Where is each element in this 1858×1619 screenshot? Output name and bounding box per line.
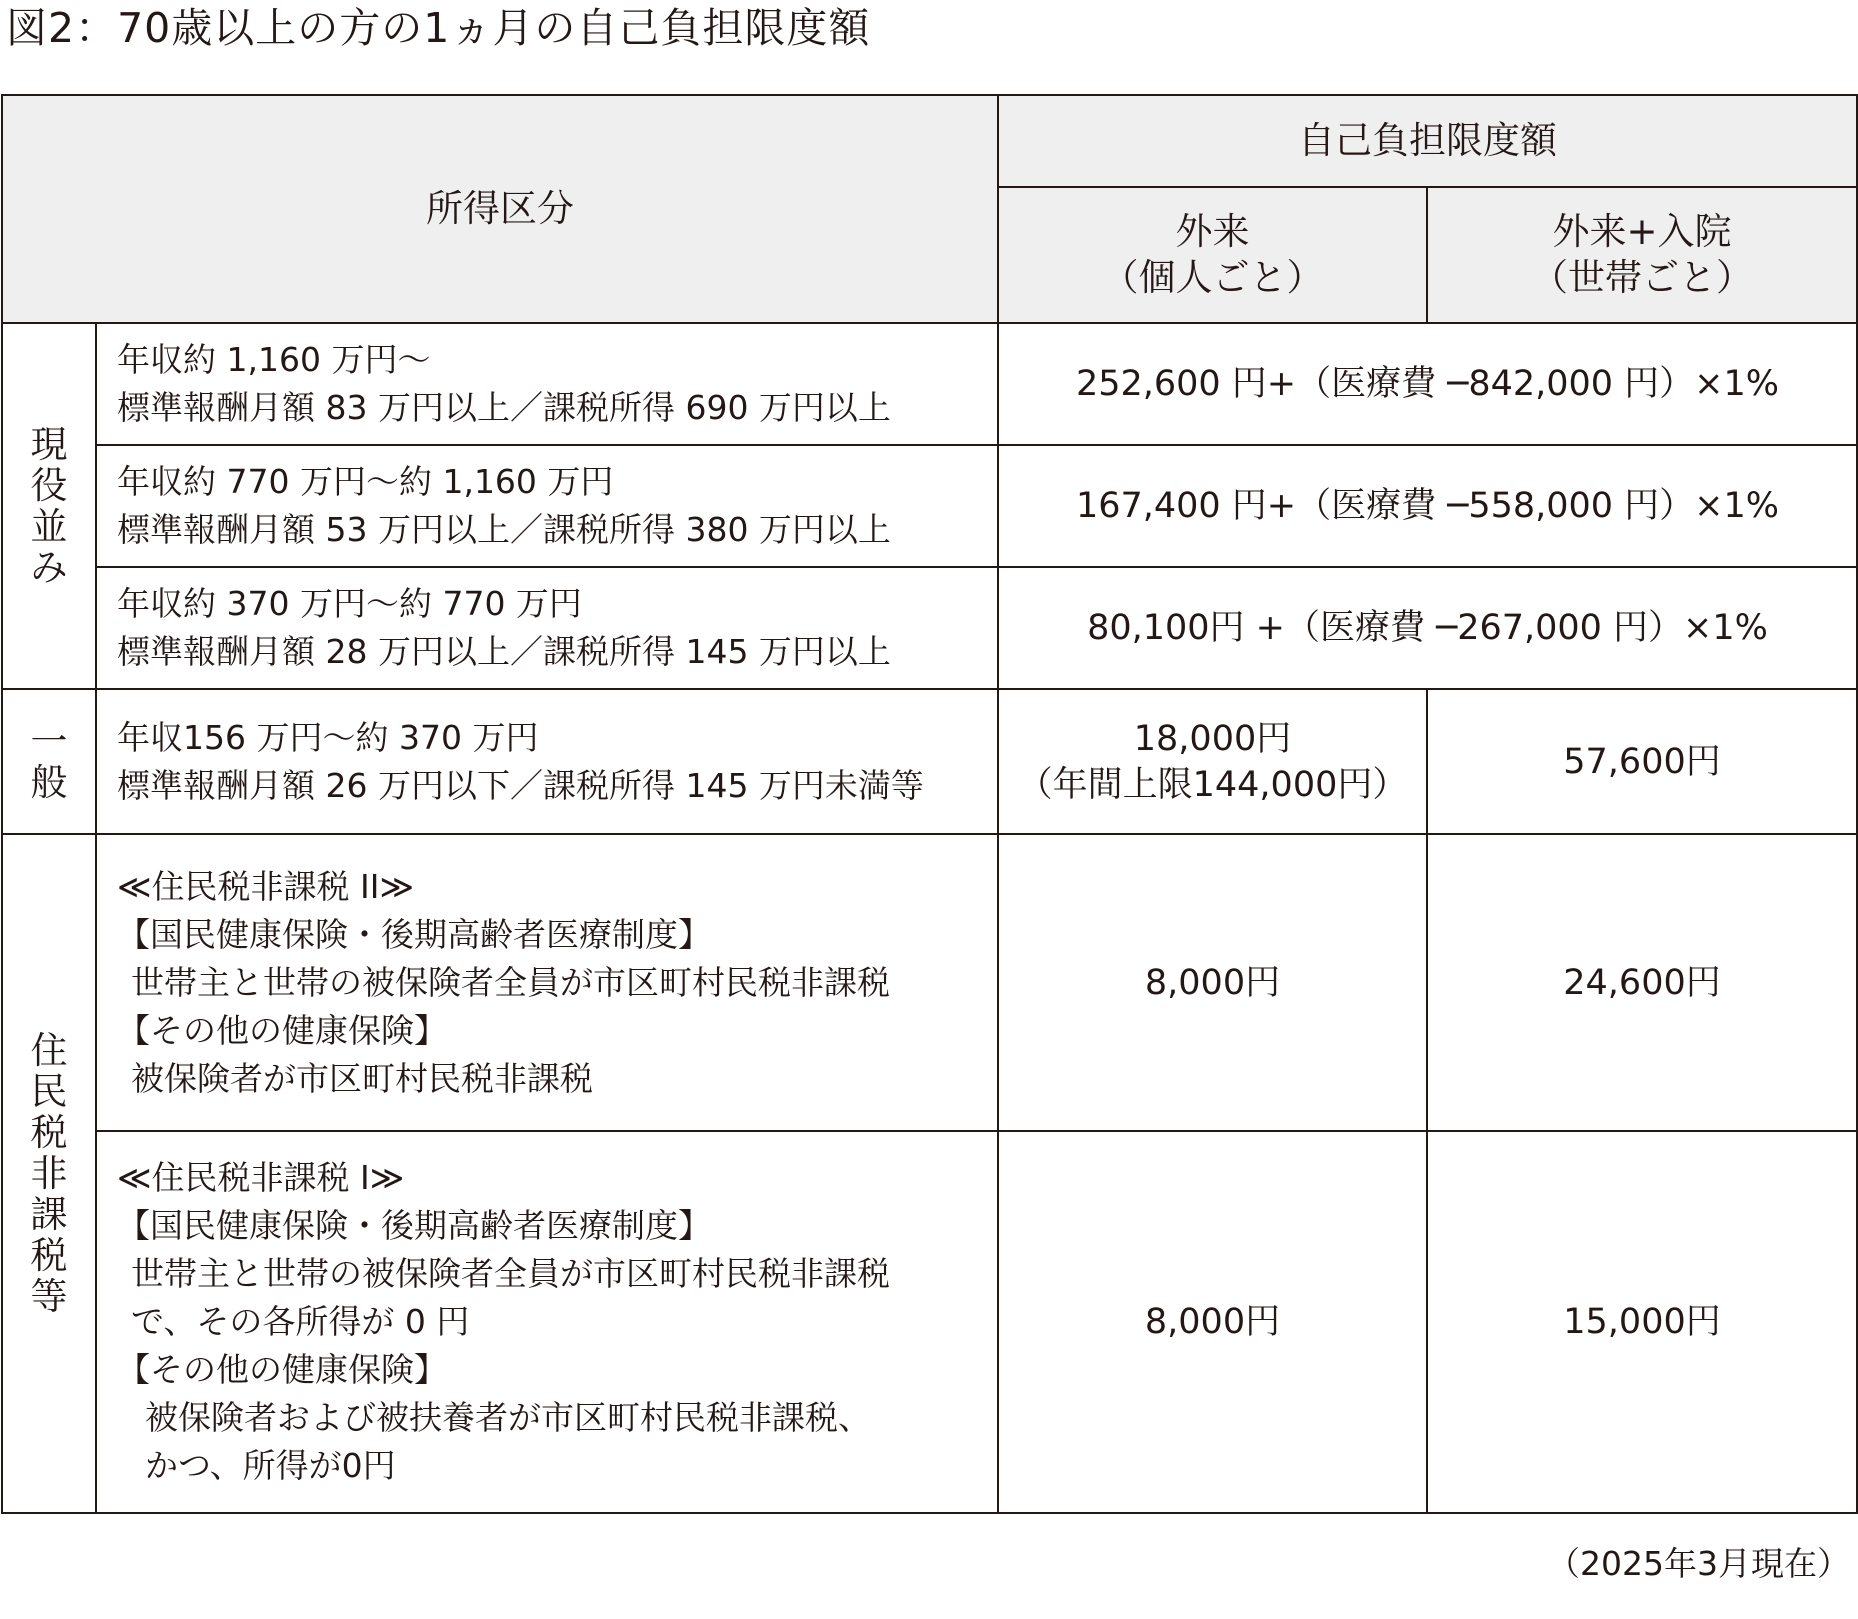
income-line: で、その各所得が 0 円 (131, 1302, 470, 1341)
income-line: 世帯主と世帯の被保険者全員が市区町村民税非課税 (131, 962, 890, 1002)
income-line: かつ、所得が0円 (145, 1446, 396, 1485)
as-of-footnote: （2025年3月現在） (1547, 1544, 1850, 1583)
limit-formula: 80,100円 +（医療費 ─267,000 円）×1% (998, 567, 1857, 689)
income-line: 年収約 1,160 万円～ (117, 340, 431, 379)
income-description (96, 567, 998, 689)
figure-title: 図2：70歳以上の方の1ヵ月の自己負担限度額 (6, 4, 871, 52)
table-row (2, 689, 1857, 834)
category-tax-exempt (2, 834, 96, 1513)
copay-limit-table (1, 94, 1858, 1514)
outpatient-limit: 8,000円 (998, 1131, 1427, 1513)
table-row (2, 567, 1857, 689)
income-line: 被保険者および被扶養者が市区町村民税非課税、 (145, 1398, 871, 1437)
header-outpatient-line: 外来 (1175, 210, 1250, 253)
income-line: 標準報酬月額 83 万円以上／課税所得 690 万円以上 (117, 388, 891, 427)
outpatient-limit (998, 689, 1427, 834)
income-description (96, 323, 998, 445)
header-limit-amount-label: 自己負担限度額 (1298, 119, 1557, 162)
header-household-line: 外来+入院 (1552, 210, 1732, 253)
category-active-level (2, 323, 96, 689)
limit-formula: 252,600 円+（医療費 ─842,000 円）×1% (998, 323, 1857, 445)
outpatient-limit: 8,000円 (998, 834, 1427, 1131)
header-outpatient (998, 187, 1427, 323)
category-label: 一般 (30, 719, 68, 804)
income-line: 【国民健康保険・後期高齢者医療制度】 (117, 1206, 711, 1245)
header-outpatient-line: （個人ごと） (1101, 256, 1324, 299)
income-line: 標準報酬月額 53 万円以上／課税所得 380 万円以上 (117, 510, 891, 549)
income-line: 標準報酬月額 28 万円以上／課税所得 145 万円以上 (117, 632, 891, 671)
header-outpatient-inpatient (1427, 187, 1857, 323)
category-general (2, 689, 96, 834)
header-limit-amount (998, 95, 1857, 187)
income-line: 標準報酬月額 26 万円以下／課税所得 145 万円未満等 (117, 765, 924, 805)
income-description (96, 1131, 998, 1513)
household-limit: 57,600円 (1427, 689, 1857, 834)
header-household-line: （世帯ごと） (1531, 256, 1753, 299)
income-line: 被保険者が市区町村民税非課税 (131, 1058, 593, 1098)
income-line: ≪住民税非課税 I≫ (117, 1158, 405, 1197)
table-row (2, 834, 1857, 1131)
category-label: 現役並み (30, 423, 68, 589)
income-line: 世帯主と世帯の被保険者全員が市区町村民税非課税 (131, 1254, 890, 1293)
header-income-category-label: 所得区分 (426, 187, 574, 230)
income-line: ≪住民税非課税 II≫ (117, 866, 415, 906)
income-description (96, 445, 998, 567)
income-line: 【その他の健康保険】 (117, 1010, 447, 1050)
limit-formula: 167,400 円+（医療費 ─558,000 円）×1% (998, 445, 1857, 567)
outpatient-limit-line: 18,000円 (1133, 718, 1292, 759)
income-line: 年収約 370 万円～約 770 万円 (117, 584, 582, 623)
income-line: 【国民健康保険・後期高齢者医療制度】 (117, 914, 711, 954)
household-limit: 15,000円 (1427, 1131, 1857, 1513)
income-line: 年収約 770 万円～約 1,160 万円 (117, 462, 614, 501)
category-label: 住民税非課税等 (30, 1029, 68, 1318)
outpatient-limit-line: （年間上限144,000円） (1017, 764, 1408, 805)
income-line: 年収156 万円～約 370 万円 (117, 717, 539, 757)
header-income-category (2, 95, 998, 323)
table-row (2, 445, 1857, 567)
table-row (2, 1131, 1857, 1513)
income-line: 【その他の健康保険】 (117, 1350, 447, 1389)
income-description (96, 834, 998, 1131)
table-row (2, 323, 1857, 445)
household-limit: 24,600円 (1427, 834, 1857, 1131)
income-description (96, 689, 998, 834)
